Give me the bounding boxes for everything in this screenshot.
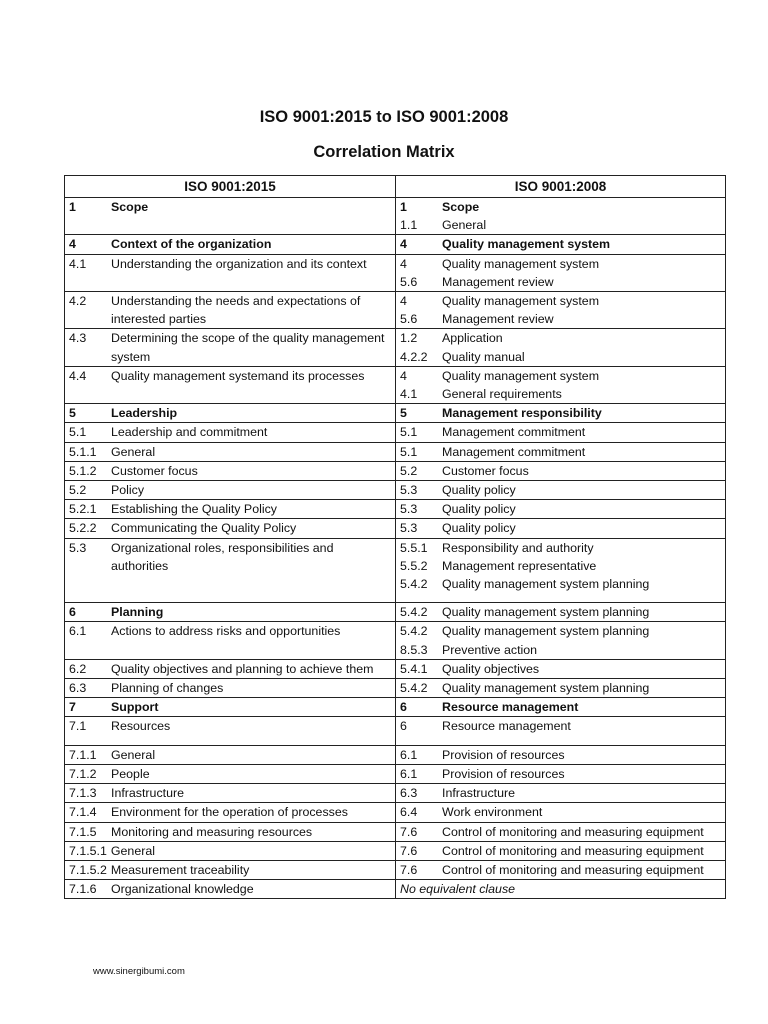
clause-entry xyxy=(69,880,391,898)
table-row xyxy=(65,622,726,659)
clause-label: Control of monitoring and measuring equipment xyxy=(442,843,704,858)
clause-label: Work environment xyxy=(442,805,543,820)
clause-entry xyxy=(400,641,721,659)
clause-entry xyxy=(400,423,721,441)
clause-entry xyxy=(400,746,721,764)
table-row xyxy=(65,254,726,291)
clause-number: 5.2.2 xyxy=(69,521,97,536)
clause-entry xyxy=(400,443,721,461)
clause-entry xyxy=(400,679,721,697)
clause-2015-cell xyxy=(65,404,396,423)
clause-number: 4 xyxy=(69,237,76,252)
clause-2015-cell xyxy=(65,717,396,745)
clause-number: 5.2.1 xyxy=(69,502,97,517)
clause-label: People xyxy=(111,766,150,781)
table-row xyxy=(65,860,726,879)
clause-number: 5.1 xyxy=(69,425,87,440)
clause-label: Resource management xyxy=(442,719,571,734)
clause-entry xyxy=(69,660,391,678)
clause-entry xyxy=(400,329,721,347)
clause-label: Support xyxy=(111,700,159,715)
clause-number: 5.6 xyxy=(400,274,418,289)
clause-number: 4 xyxy=(400,294,407,309)
clause-2015-cell xyxy=(65,235,396,254)
clause-label: Infrastructure xyxy=(111,786,184,801)
clause-2008-cell xyxy=(396,461,726,480)
clause-entry xyxy=(400,803,721,821)
table-row xyxy=(65,442,726,461)
clause-entry xyxy=(400,861,721,879)
clause-entry xyxy=(69,679,391,697)
clause-number: 6.3 xyxy=(69,681,87,696)
clause-number: 5.3 xyxy=(69,540,87,555)
clause-label: Management representative xyxy=(442,558,597,573)
clause-label: Environment for the operation of processes xyxy=(111,805,348,820)
clause-label: Quality management systemand its processes xyxy=(111,368,365,383)
clause-entry xyxy=(69,500,391,518)
table-row xyxy=(65,841,726,860)
clause-number: 5.4.1 xyxy=(400,661,428,676)
clause-entry xyxy=(400,500,721,518)
clause-label: Resources xyxy=(111,719,171,734)
clause-number: 5.5.2 xyxy=(400,558,428,573)
clause-2008-cell xyxy=(396,698,726,717)
clause-number: 5.2 xyxy=(400,463,418,478)
clause-label: Organizational roles, responsibilities and authorities xyxy=(111,540,334,573)
clause-label: Infrastructure xyxy=(442,786,515,801)
clause-entry xyxy=(400,216,721,234)
clause-label: Establishing the Quality Policy xyxy=(111,502,277,517)
clause-number: 4.3 xyxy=(69,331,87,346)
clause-number: 1 xyxy=(400,200,407,214)
clause-2008-cell xyxy=(396,254,726,291)
clause-2015-cell xyxy=(65,519,396,538)
clause-label: General xyxy=(111,444,156,459)
clause-2015-cell xyxy=(65,481,396,500)
clause-number: 6 xyxy=(69,605,76,620)
clause-entry xyxy=(400,575,721,593)
table-row xyxy=(65,784,726,803)
clause-number: 4.2 xyxy=(69,294,87,309)
clause-number: 5.2 xyxy=(69,483,87,498)
clause-number: 1.1 xyxy=(400,218,418,233)
clause-2015-cell xyxy=(65,292,396,329)
clause-2008-cell xyxy=(396,764,726,783)
clause-number: 5 xyxy=(69,406,76,421)
clause-entry xyxy=(69,842,391,860)
clause-2008-cell xyxy=(396,329,726,366)
clause-entry xyxy=(69,481,391,499)
clause-label: Management review xyxy=(442,312,554,327)
clause-label: Quality policy xyxy=(442,483,516,498)
table-body xyxy=(65,198,726,899)
clause-label: Quality management system planning xyxy=(442,681,650,696)
clause-label: Management responsibility xyxy=(442,406,602,421)
clause-2008-cell xyxy=(396,745,726,764)
row-spacer xyxy=(69,736,391,745)
clause-label: Understanding the needs and expectations of interested parties xyxy=(111,294,361,327)
clause-number: 7.1.5 xyxy=(69,824,97,839)
clause-entry xyxy=(400,698,721,716)
clause-2008-cell xyxy=(396,235,726,254)
clause-entry xyxy=(400,717,721,735)
clause-2015-cell xyxy=(65,366,396,403)
clause-2015-cell xyxy=(65,442,396,461)
clause-entry xyxy=(69,235,391,253)
clause-label: Management commitment xyxy=(442,444,586,459)
table-row xyxy=(65,481,726,500)
document-title: ISO 9001:2015 to ISO 9001:2008 xyxy=(259,108,509,126)
clause-label: Preventive action xyxy=(442,642,538,657)
clause-entry xyxy=(400,385,721,403)
clause-2008-cell xyxy=(396,519,726,538)
clause-label: Measurement traceability xyxy=(110,862,250,877)
clause-label: Control of monitoring and measuring equipment xyxy=(442,824,704,839)
table-row xyxy=(65,329,726,366)
table-row xyxy=(65,803,726,822)
clause-2015-cell xyxy=(65,803,396,822)
clause-number: 6.1 xyxy=(69,624,87,639)
clause-number: 5.6 xyxy=(400,312,418,327)
clause-2015-cell xyxy=(65,860,396,879)
clause-label: Quality management system planning xyxy=(442,605,650,620)
clause-entry xyxy=(400,603,721,621)
clause-label: Scope xyxy=(111,200,149,214)
clause-label: Policy xyxy=(111,483,145,498)
clause-entry xyxy=(69,717,391,735)
clause-entry xyxy=(69,198,391,216)
clause-number: 7.1.1 xyxy=(69,747,97,762)
clause-entry xyxy=(400,273,721,291)
clause-number: 7.6 xyxy=(400,862,418,877)
clause-number: 5 xyxy=(400,406,407,421)
clause-entry xyxy=(69,443,391,461)
clause-label: General xyxy=(111,747,156,762)
clause-label: Context of the organization xyxy=(111,237,272,252)
clause-label: Customer focus xyxy=(111,463,198,478)
clause-number: 7.1.4 xyxy=(69,805,97,820)
clause-entry xyxy=(69,861,391,879)
clause-entry xyxy=(69,292,391,328)
table-row xyxy=(65,880,726,899)
clause-label: Planning of changes xyxy=(111,681,224,696)
clause-label: Understanding the organization and its context xyxy=(111,256,367,271)
header-iso-2015: ISO 9001:2015 xyxy=(65,176,396,198)
clause-entry xyxy=(69,462,391,480)
clause-number: 5.1 xyxy=(400,444,418,459)
clause-number: 6.2 xyxy=(69,661,87,676)
clause-label: Provision of resources xyxy=(442,766,565,781)
clause-number: 4 xyxy=(400,237,407,252)
clause-number: 5.4.2 xyxy=(400,681,428,696)
clause-number: 5.4.2 xyxy=(400,577,428,592)
clause-label: Organizational knowledge xyxy=(111,882,254,897)
clause-label: General xyxy=(110,843,155,858)
clause-2015-cell xyxy=(65,198,396,235)
clause-entry xyxy=(69,404,391,422)
clause-label: Resource management xyxy=(442,700,579,715)
clause-label: Monitoring and measuring resources xyxy=(111,824,313,839)
clause-label: Quality management system xyxy=(442,237,611,252)
clause-2008-cell xyxy=(396,679,726,698)
clause-entry xyxy=(400,784,721,802)
clause-label: No equivalent clause xyxy=(400,882,516,897)
table-row xyxy=(65,461,726,480)
clause-2008-cell xyxy=(396,423,726,442)
clause-2008-cell xyxy=(396,198,726,235)
clause-number: 6.3 xyxy=(400,786,418,801)
clause-number: 4.2.2 xyxy=(400,349,428,364)
clause-entry xyxy=(400,462,721,480)
clause-2015-cell xyxy=(65,622,396,659)
clause-entry xyxy=(400,404,721,422)
clause-2008-cell xyxy=(396,538,726,603)
table-row xyxy=(65,679,726,698)
clause-number: 5.3 xyxy=(400,521,418,536)
row-spacer xyxy=(400,736,721,745)
clause-label: General xyxy=(442,218,487,233)
clause-entry xyxy=(400,823,721,841)
clause-number: 5.1.1 xyxy=(69,444,97,459)
clause-2008-cell xyxy=(396,603,726,622)
clause-label: Leadership and commitment xyxy=(111,425,268,440)
clause-entry xyxy=(69,255,391,273)
clause-number: 5.5.1 xyxy=(400,540,428,555)
clause-label: Application xyxy=(442,331,503,346)
table-row xyxy=(65,235,726,254)
table-row xyxy=(65,538,726,603)
clause-entry xyxy=(69,746,391,764)
correlation-matrix-table xyxy=(64,175,726,899)
clause-2008-cell xyxy=(396,481,726,500)
clause-2015-cell xyxy=(65,538,396,603)
clause-number: 4 xyxy=(400,256,407,271)
clause-number: 7.6 xyxy=(400,824,418,839)
table-row xyxy=(65,404,726,423)
clause-label: Management review xyxy=(442,274,554,289)
clause-number: 5.3 xyxy=(400,483,418,498)
clause-entry xyxy=(400,367,721,385)
clause-label: Quality policy xyxy=(442,502,516,517)
clause-number: 5.4.2 xyxy=(400,624,428,639)
clause-label: Customer focus xyxy=(442,463,529,478)
clause-number: 6.4 xyxy=(400,805,418,820)
clause-label: Quality policy xyxy=(442,521,516,536)
clause-entry xyxy=(400,198,721,216)
clause-2015-cell xyxy=(65,764,396,783)
header-iso-2008: ISO 9001:2008 xyxy=(396,176,726,198)
clause-number: 7.1.5.1 xyxy=(69,843,107,858)
clause-label: Scope xyxy=(442,200,480,214)
clause-2015-cell xyxy=(65,659,396,678)
clause-entry xyxy=(69,765,391,783)
clause-number: 7.1.2 xyxy=(69,766,97,781)
clause-number: 7.1 xyxy=(69,719,87,734)
clause-entry xyxy=(400,539,721,557)
clause-entry xyxy=(400,292,721,310)
clause-2015-cell xyxy=(65,784,396,803)
clause-2008-cell xyxy=(396,860,726,879)
table-row xyxy=(65,500,726,519)
clause-entry xyxy=(69,698,391,716)
clause-2015-cell xyxy=(65,679,396,698)
clause-entry xyxy=(400,235,721,253)
clause-label: Quality management system xyxy=(442,294,600,309)
clause-2015-cell xyxy=(65,603,396,622)
clause-entry xyxy=(69,784,391,802)
clause-2008-cell xyxy=(396,622,726,659)
table-row xyxy=(65,198,726,235)
clause-entry xyxy=(400,255,721,273)
clause-label: Quality management system planning xyxy=(442,577,650,592)
clause-entry xyxy=(69,823,391,841)
clause-2008-cell xyxy=(396,659,726,678)
table-row xyxy=(65,292,726,329)
clause-number: 6.1 xyxy=(400,766,418,781)
clause-entry xyxy=(400,660,721,678)
clause-number: 7 xyxy=(69,700,76,715)
clause-label: Communicating the Quality Policy xyxy=(111,521,297,536)
row-spacer xyxy=(400,593,721,602)
clause-label: Quality manual xyxy=(442,349,525,364)
clause-entry xyxy=(69,367,391,385)
clause-entry xyxy=(69,622,391,640)
clause-2015-cell xyxy=(65,698,396,717)
clause-entry xyxy=(400,519,721,537)
clause-label: Quality management system xyxy=(442,368,600,383)
clause-number: 5.4.2 xyxy=(400,605,428,620)
clause-label: General requirements xyxy=(442,387,562,402)
table-row xyxy=(65,717,726,745)
clause-2008-cell xyxy=(396,366,726,403)
clause-2015-cell xyxy=(65,461,396,480)
clause-number: 6 xyxy=(400,719,407,734)
clause-number: 4.4 xyxy=(69,368,87,383)
clause-label: Quality management system planning xyxy=(442,624,650,639)
clause-entry xyxy=(69,423,391,441)
clause-label: Leadership xyxy=(111,406,178,421)
clause-2015-cell xyxy=(65,822,396,841)
table-row xyxy=(65,659,726,678)
clause-2008-cell xyxy=(396,500,726,519)
clause-entry xyxy=(400,481,721,499)
clause-2015-cell xyxy=(65,880,396,899)
clause-label: Quality objectives and planning to achieve them xyxy=(111,661,374,676)
clause-label: Actions to address risks and opportunities xyxy=(111,624,341,639)
clause-number: 7.1.6 xyxy=(69,882,97,897)
table-row xyxy=(65,366,726,403)
clause-entry xyxy=(400,348,721,366)
clause-entry xyxy=(400,842,721,860)
table-row xyxy=(65,745,726,764)
table-row xyxy=(65,519,726,538)
clause-2008-cell xyxy=(396,803,726,822)
table-row xyxy=(65,603,726,622)
clause-number: 6 xyxy=(400,700,407,715)
clause-label: Control of monitoring and measuring equipment xyxy=(442,862,704,877)
clause-entry xyxy=(400,557,721,575)
clause-entry xyxy=(400,765,721,783)
table-row xyxy=(65,764,726,783)
clause-number: 5.1.2 xyxy=(69,463,97,478)
table-header-row xyxy=(65,176,726,198)
clause-number: 8.5.3 xyxy=(400,642,428,657)
clause-entry xyxy=(69,329,391,365)
clause-number: 5.1 xyxy=(400,425,418,440)
clause-2015-cell xyxy=(65,254,396,291)
clause-2008-cell xyxy=(396,841,726,860)
clause-label: Responsibility and authority xyxy=(442,540,594,555)
clause-2008-cell xyxy=(396,717,726,745)
clause-2008-cell xyxy=(396,822,726,841)
clause-label: Determining the scope of the quality management system xyxy=(111,331,385,364)
clause-number: 5.3 xyxy=(400,502,418,517)
clause-2015-cell xyxy=(65,500,396,519)
document-subtitle: Correlation Matrix xyxy=(313,143,455,161)
clause-number: 4.1 xyxy=(400,387,418,402)
clause-2008-cell xyxy=(396,880,726,899)
clause-entry xyxy=(400,622,721,640)
clause-entry xyxy=(69,519,391,537)
clause-entry xyxy=(69,803,391,821)
clause-2008-cell xyxy=(396,784,726,803)
clause-2015-cell xyxy=(65,841,396,860)
clause-number: 1.2 xyxy=(400,331,418,346)
footer-url: www.sinergibumi.com xyxy=(93,966,185,977)
clause-number: 7.6 xyxy=(400,843,418,858)
row-spacer xyxy=(69,575,391,584)
clause-entry xyxy=(400,880,721,898)
clause-label: Provision of resources xyxy=(442,747,565,762)
clause-2015-cell xyxy=(65,423,396,442)
table-row xyxy=(65,423,726,442)
clause-2008-cell xyxy=(396,442,726,461)
clause-number: 4 xyxy=(400,368,407,383)
table-row xyxy=(65,822,726,841)
clause-label: Quality objectives xyxy=(442,661,540,676)
clause-number: 4.1 xyxy=(69,256,87,271)
clause-number: 7.1.3 xyxy=(69,786,97,801)
clause-2015-cell xyxy=(65,745,396,764)
clause-label: Quality management system xyxy=(442,256,600,271)
clause-label: Planning xyxy=(111,605,164,620)
table-row xyxy=(65,698,726,717)
clause-entry xyxy=(400,310,721,328)
clause-entry xyxy=(69,539,391,575)
clause-number: 1 xyxy=(69,200,76,214)
clause-label: Management commitment xyxy=(442,425,586,440)
clause-number: 6.1 xyxy=(400,747,418,762)
clause-2008-cell xyxy=(396,292,726,329)
clause-2008-cell xyxy=(396,404,726,423)
clause-number: 7.1.5.2 xyxy=(69,862,107,877)
clause-2015-cell xyxy=(65,329,396,366)
clause-entry xyxy=(69,603,391,621)
